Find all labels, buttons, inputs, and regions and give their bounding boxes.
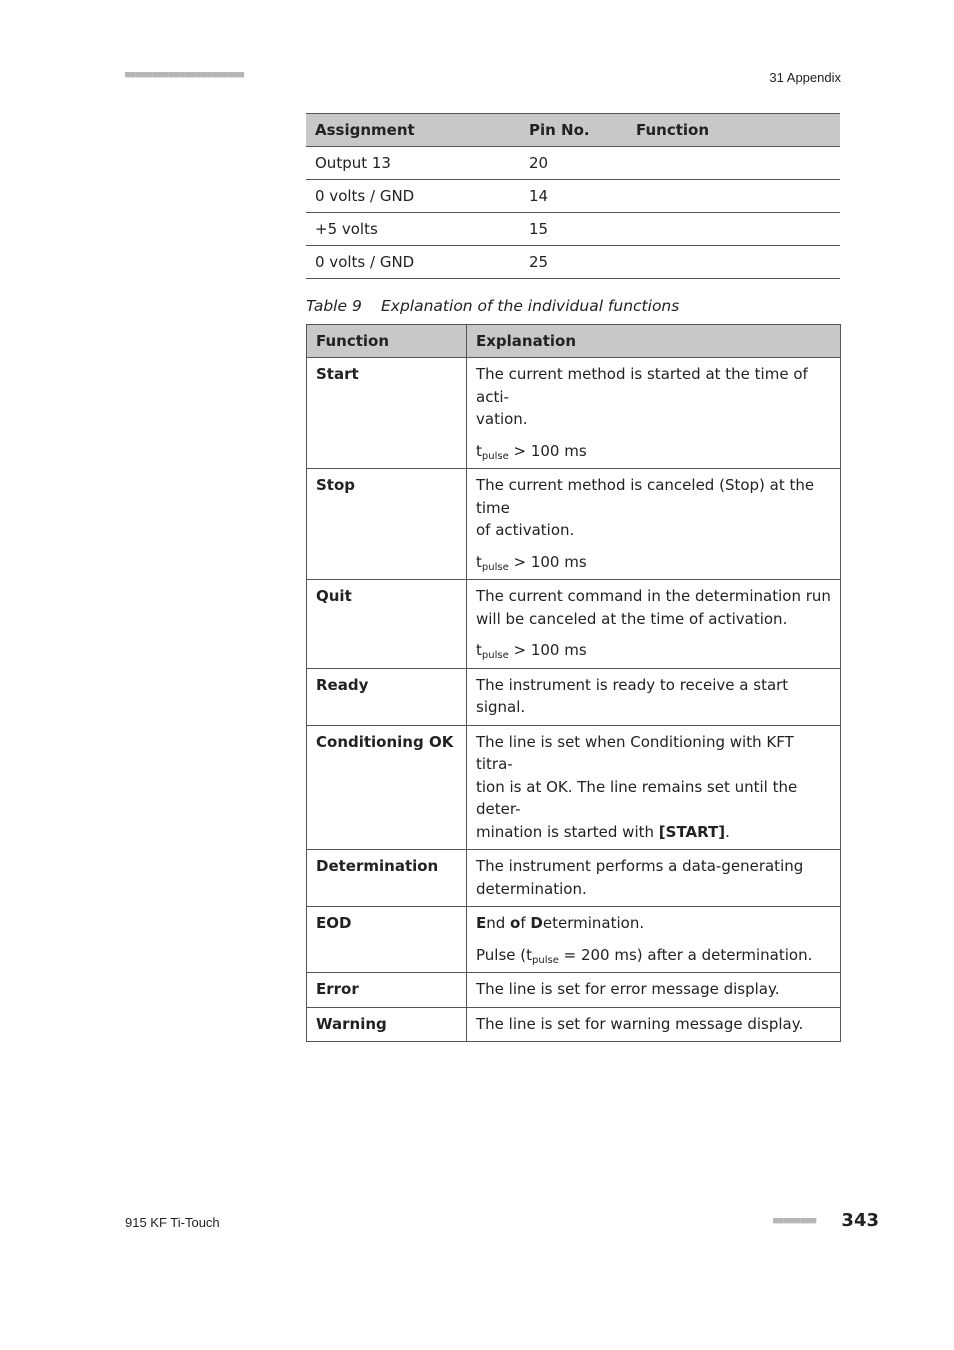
function-name: Quit bbox=[307, 580, 467, 669]
caption-number: Table 9 bbox=[306, 297, 362, 315]
function-name: Start bbox=[307, 358, 467, 469]
cell-function bbox=[627, 213, 840, 246]
function-name: Conditioning OK bbox=[307, 725, 467, 850]
table-row bbox=[307, 358, 841, 469]
table-row bbox=[307, 469, 841, 580]
acronym-letter: o bbox=[510, 914, 521, 932]
explanation-line: vation. bbox=[476, 410, 528, 428]
pulse-symbol: t bbox=[476, 552, 482, 571]
explanation-text: Pulse (t bbox=[476, 945, 533, 964]
function-explanation: The instrument is ready to receive a start signal. bbox=[467, 668, 841, 725]
column-header-explanation: Explanation bbox=[467, 325, 841, 358]
table-row bbox=[306, 213, 840, 246]
acronym-letter: D bbox=[530, 914, 543, 932]
product-name: 915 KF Ti-Touch bbox=[125, 1215, 220, 1230]
table-row bbox=[307, 973, 841, 1008]
cell-assignment: 0 volts / GND bbox=[306, 180, 520, 213]
table-row bbox=[306, 147, 840, 180]
function-explanation: The line is set for warning message display. bbox=[467, 1007, 841, 1042]
column-header-function: Function bbox=[627, 114, 840, 147]
function-explanation bbox=[467, 907, 841, 973]
pulse-condition: > 100 ms bbox=[508, 641, 587, 659]
explanation-punctuation: . bbox=[725, 822, 730, 841]
pin-assignment-table bbox=[306, 113, 840, 279]
table-row bbox=[307, 725, 841, 850]
explanation-line: The current command in the determination run bbox=[476, 587, 831, 605]
table-header-row bbox=[306, 114, 840, 147]
cell-assignment: 0 volts / GND bbox=[306, 246, 520, 279]
table-row bbox=[307, 668, 841, 725]
table-caption bbox=[306, 297, 679, 315]
pulse-subscript: pulse bbox=[532, 954, 559, 966]
pulse-subscript: pulse bbox=[481, 650, 509, 661]
pulse-condition: > 100 ms bbox=[508, 441, 587, 460]
column-header-pin: Pin No. bbox=[520, 114, 627, 147]
explanation-line: of activation. bbox=[476, 521, 575, 539]
function-name: Stop bbox=[307, 469, 467, 580]
page-number: 343 bbox=[841, 1210, 879, 1231]
function-name: EOD bbox=[307, 907, 467, 973]
cell-pin: 14 bbox=[520, 180, 627, 213]
function-explanation-table bbox=[306, 324, 841, 1042]
pulse-symbol: t bbox=[476, 441, 482, 460]
pulse-condition: > 100 ms bbox=[508, 552, 587, 571]
caption-text: Explanation of the individual functions bbox=[381, 297, 680, 315]
table-row bbox=[306, 180, 840, 213]
header-decoration: ■■■■■■■■■■■■■■■■■■■■■■ bbox=[125, 70, 245, 80]
function-explanation bbox=[467, 469, 841, 580]
explanation-line: determination. bbox=[476, 879, 587, 898]
explanation-line: The current method is canceled (Stop) at the time bbox=[476, 476, 815, 517]
cell-pin: 15 bbox=[520, 213, 627, 246]
footer-decoration: ■■■■■■■■ bbox=[773, 1216, 817, 1226]
table-row bbox=[307, 907, 841, 973]
table-row bbox=[307, 850, 841, 907]
cell-assignment: +5 volts bbox=[306, 213, 520, 246]
start-key-label: [START] bbox=[658, 822, 726, 841]
function-name: Ready bbox=[307, 668, 467, 725]
function-explanation bbox=[467, 850, 841, 907]
pulse-subscript: pulse bbox=[481, 561, 509, 573]
table-row bbox=[306, 246, 840, 279]
function-explanation bbox=[467, 725, 841, 850]
function-name: Warning bbox=[307, 1007, 467, 1042]
cell-assignment: Output 13 bbox=[306, 147, 520, 180]
cell-function bbox=[627, 246, 840, 279]
function-explanation bbox=[467, 358, 841, 469]
table-header-row bbox=[307, 325, 841, 358]
explanation-text: nd bbox=[486, 914, 511, 932]
table-row bbox=[307, 1007, 841, 1042]
function-name: Determination bbox=[307, 850, 467, 907]
cell-pin: 25 bbox=[520, 246, 627, 279]
pulse-subscript: pulse bbox=[481, 450, 509, 462]
explanation-line: tion is at OK. The line remains set until the deter- bbox=[476, 777, 798, 818]
cell-function bbox=[627, 147, 840, 180]
function-explanation bbox=[467, 580, 841, 669]
pulse-symbol: t bbox=[476, 641, 482, 659]
explanation-line: The line is set when Conditioning with KFT titra- bbox=[476, 732, 794, 773]
function-explanation: The line is set for error message display. bbox=[467, 973, 841, 1008]
explanation-line: The instrument performs a data-generating bbox=[476, 857, 804, 875]
column-header-assignment: Assignment bbox=[306, 114, 520, 147]
explanation-line: The current method is started at the time of acti- bbox=[476, 365, 808, 406]
cell-pin: 20 bbox=[520, 147, 627, 180]
explanation-line: will be canceled at the time of activation. bbox=[476, 609, 788, 628]
explanation-text: f bbox=[520, 914, 531, 932]
table-row bbox=[307, 580, 841, 669]
column-header-function: Function bbox=[307, 325, 467, 358]
section-title: 31 Appendix bbox=[769, 70, 841, 85]
explanation-text: etermination. bbox=[542, 914, 645, 932]
acronym-letter: E bbox=[476, 914, 487, 932]
cell-function bbox=[627, 180, 840, 213]
explanation-text: = 200 ms) after a determination. bbox=[558, 945, 813, 964]
explanation-line: mination is started with bbox=[476, 822, 659, 841]
function-name: Error bbox=[307, 973, 467, 1008]
